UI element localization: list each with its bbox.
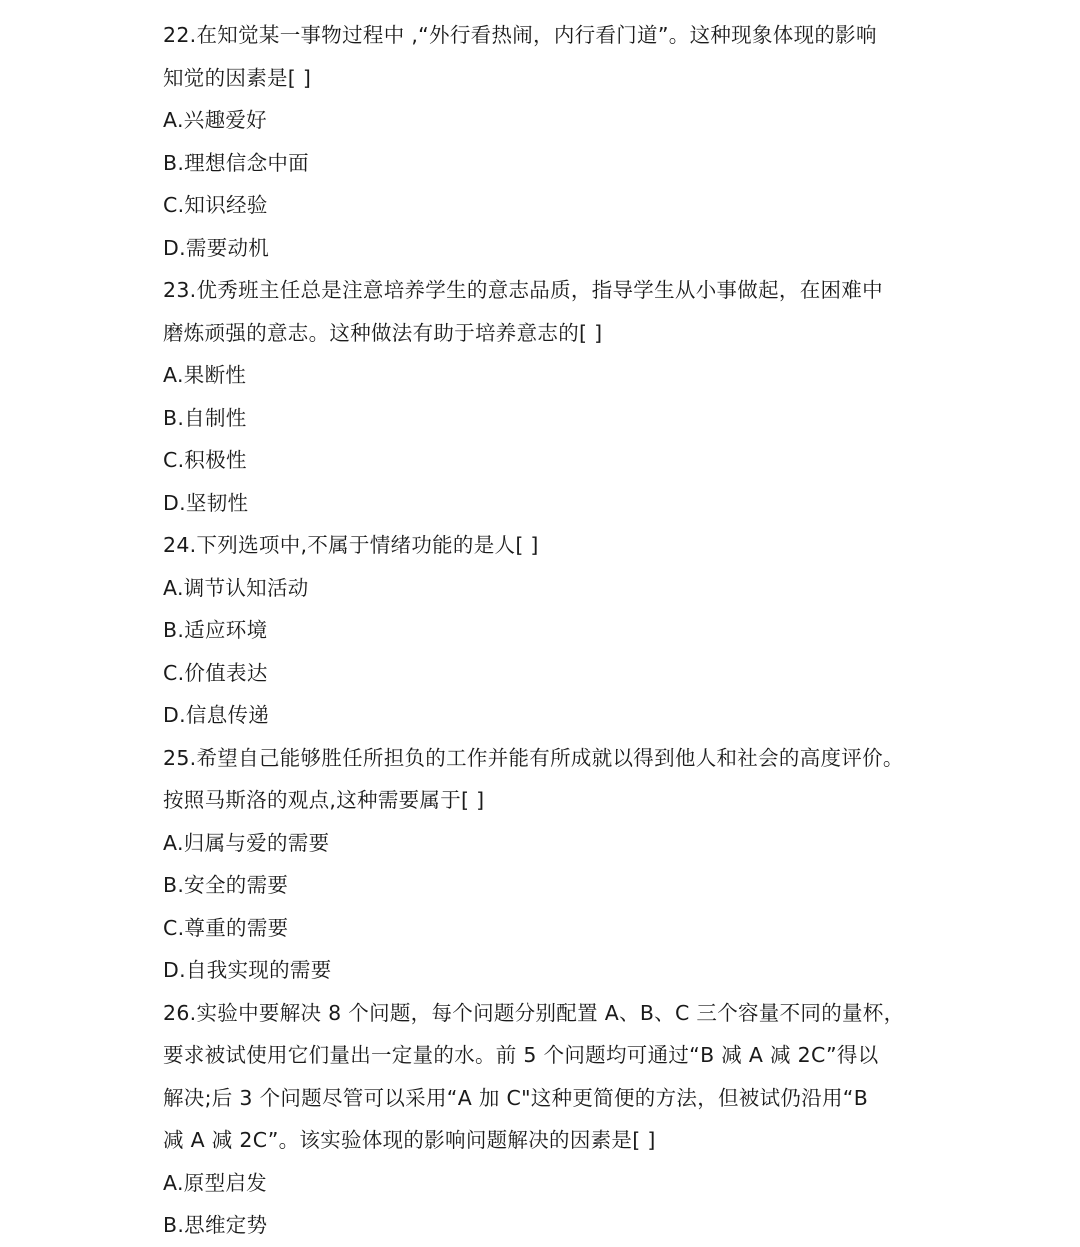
option-a: A.原型启发	[163, 1170, 267, 1195]
option-b: B.思维定势	[163, 1213, 268, 1237]
question-22	[163, 14, 923, 269]
question-stem-line: 知觉的因素是[ ]	[163, 65, 312, 90]
option-c: C.积极性	[163, 448, 247, 472]
option-a: A.调节认知活动	[163, 575, 309, 600]
question-stem-line: 按照马斯洛的观点,这种需要属于[ ]	[163, 788, 485, 812]
question-stem-line: 减 A 减 2C”。该实验体现的影响问题解决的因素是[ ]	[163, 1128, 656, 1152]
option-b: B.自制性	[163, 405, 247, 430]
document-page	[163, 14, 923, 1247]
question-stem-line: 磨炼顽强的意志。这种做法有助于培养意志的[ ]	[163, 320, 603, 345]
question-stem-line: 解决;后 3 个问题尽管可以采用“A 加 C"这种更简便的方法，但被试仍沿用“B	[163, 1085, 869, 1110]
question-stem-line: 25.希望自己能够胜任所担负的工作并能有所成就以得到他人和社会的高度评价。	[163, 745, 904, 770]
option-a: A.果断性	[163, 363, 247, 387]
option-d: D.信息传递	[163, 703, 270, 727]
option-c: C.价值表达	[163, 660, 268, 685]
option-b: B.适应环境	[163, 618, 268, 642]
option-c: C.尊重的需要	[163, 915, 289, 940]
question-stem-line: 24.下列选项中,不属于情绪功能的是人[ ]	[163, 533, 539, 557]
question-24	[163, 524, 923, 737]
question-25	[163, 737, 923, 992]
option-a: A.兴趣爱好	[163, 108, 267, 132]
option-b: B.理想信念中面	[163, 150, 309, 175]
option-d: D.需要动机	[163, 235, 270, 260]
option-d: D.自我实现的需要	[163, 958, 332, 982]
question-26	[163, 992, 923, 1247]
question-stem-line: 要求被试使用它们量出一定量的水。前 5 个问题均可通过“B 减 A 减 2C”得以	[163, 1043, 879, 1067]
option-d: D.坚韧性	[163, 490, 249, 515]
question-stem-line: 22.在知觉某一事物过程中 ,“外行看热闹，内行看门道”。这种现象体现的影响	[163, 23, 877, 47]
question-stem-line: 26.实验中要解决 8 个问题，每个问题分别配置 A、B、C 三个容量不同的量杯，	[163, 1000, 905, 1025]
option-c: C.知识经验	[163, 193, 268, 217]
option-a: A.归属与爱的需要	[163, 830, 330, 855]
question-23	[163, 269, 923, 524]
option-b: B.安全的需要	[163, 873, 289, 897]
question-stem-line: 23.优秀班主任总是注意培养学生的意志品质，指导学生从小事做起，在困难中	[163, 278, 883, 302]
